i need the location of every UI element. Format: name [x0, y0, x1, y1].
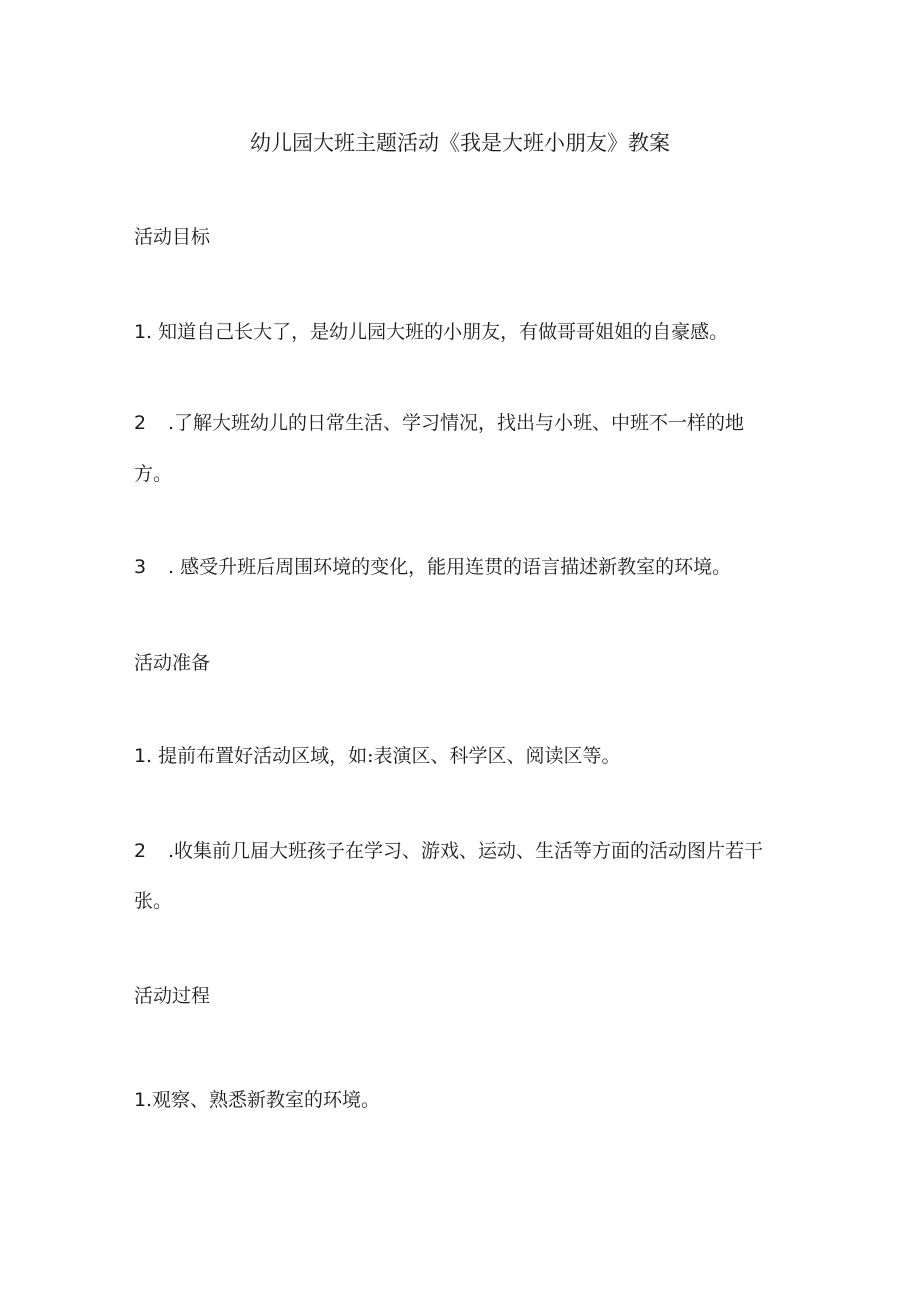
- goal-item-3: [134, 552, 731, 582]
- item-number: 1: [134, 1089, 147, 1111]
- process-item-1: [134, 1085, 380, 1115]
- item-text: .了解大班幼儿的日常生活、学习情况，找出与小班、中班不一样的地: [168, 412, 745, 434]
- section-heading-preparation: 活动准备: [134, 652, 211, 674]
- item-number: 3: [134, 556, 147, 578]
- document-title: 幼儿园大班主题活动《我是大班小朋友》教案: [250, 131, 670, 155]
- goal-item-1: [134, 317, 728, 347]
- item-number: 2: [134, 840, 147, 862]
- item-number: 1: [134, 745, 147, 767]
- goal-item-2-continuation: 方。: [134, 463, 173, 485]
- prep-item-1: [134, 741, 620, 771]
- section-heading-process: 活动过程: [134, 985, 211, 1007]
- item-number: 1: [134, 321, 147, 343]
- item-text: .观察、熟悉新教室的环境。: [146, 1089, 381, 1111]
- goal-item-2: [134, 408, 744, 438]
- prep-item-2: [134, 836, 763, 866]
- item-text: . 知道自己长大了，是幼儿园大班的小朋友，有做哥哥姐姐的自豪感。: [146, 321, 729, 343]
- prep-item-2-continuation: 张。: [134, 890, 173, 912]
- section-heading-goals: 活动目标: [134, 226, 211, 248]
- item-text: .收集前几届大班孩子在学习、游戏、运动、生活等方面的活动图片若干: [168, 840, 764, 862]
- item-number: 2: [134, 412, 147, 434]
- item-text: . 感受升班后周围环境的变化，能用连贯的语言描述新教室的环境。: [168, 556, 732, 578]
- item-text: . 提前布置好活动区域，如:表演区、科学区、阅读区等。: [146, 745, 621, 767]
